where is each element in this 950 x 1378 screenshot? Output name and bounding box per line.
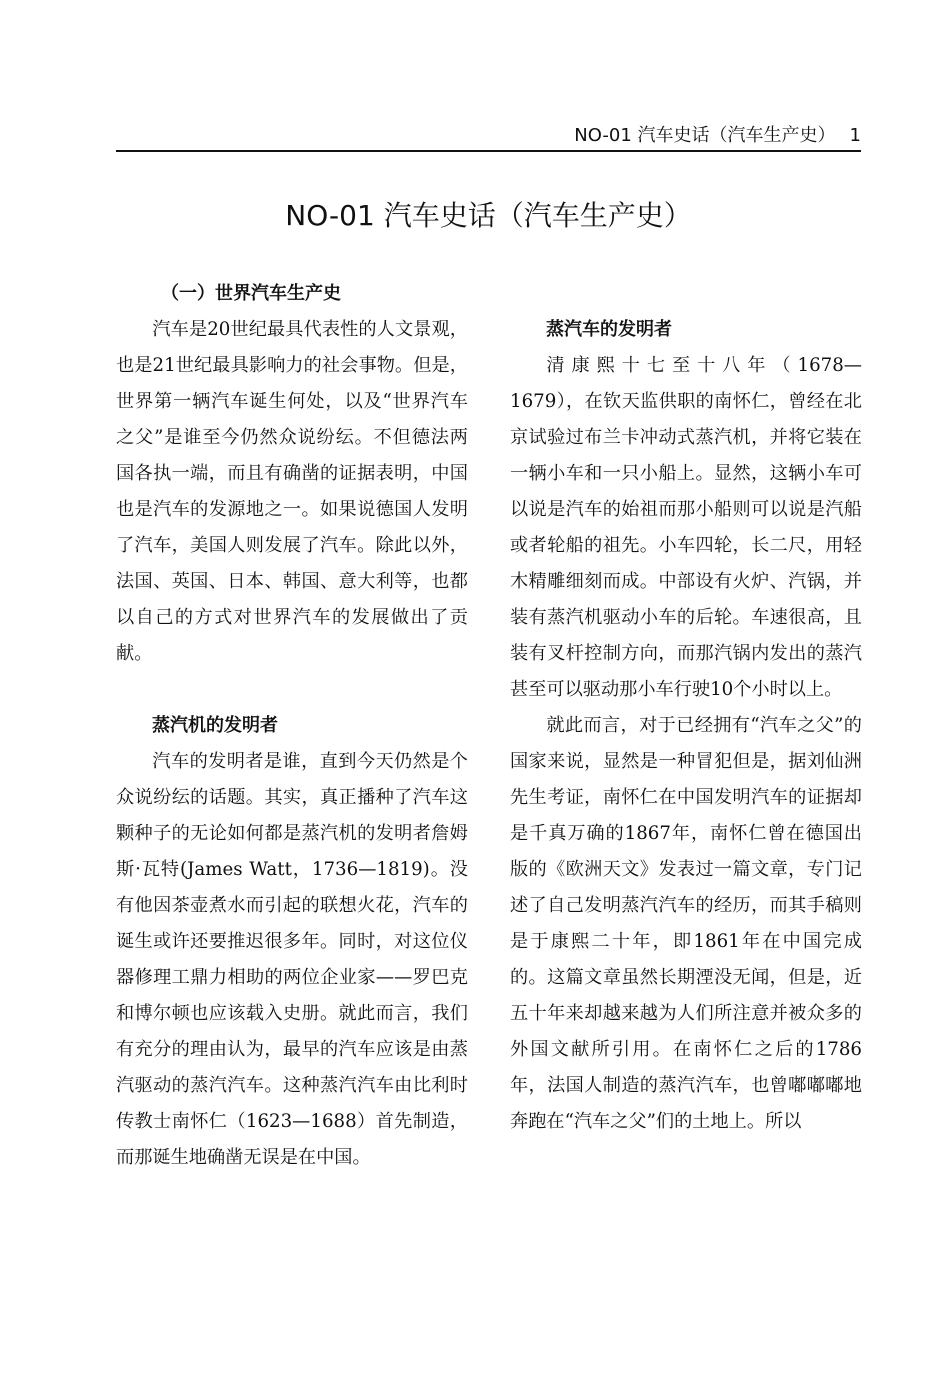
intro-paragraph: 汽车是20世纪最具代表性的人文景观，也是21世纪最具影响力的社会事物。但是，世界第一辆汽车诞生何处，以及“世界汽车之父”是谁至今仍然众说纷纭。不但德法两国各执一端，而且有确凿的证据表明，中国也是汽车的发源地之一。如果说德国人发明了汽车，美国人则发展了汽车。除此以外，法国、英国、日本、韩国、意大利等，也都以自己的方式对世界汽车的发展做出了贡献。 [116,319,468,664]
section-heading: （一）世界汽车生产史 [161,283,341,304]
right-column [510,276,862,1140]
steam-engine-paragraph: 汽车的发明者是谁，直到今天仍然是个众说纷纭的话题。其实，真正播种了汽车这颗种子的无论如何都是蒸汽机的发明者詹姆斯·瓦特(James Watt，1736—1819)。没有他因茶壶煮水而引起的联想火花，汽车的诞生或许还要推迟很多年。同时，对这位仪器修理工鼎力相助的两位企业家——罗巴克和博尔顿也应该载入史册。就此而言，我们有充分的理由认为，最早的汽车应该是由蒸汽驱动的蒸汽汽车。这种蒸汽汽车由比利时传教士南怀仁（1623—1688）首先制造，而那诞生地确凿无误是在中国。 [116,751,468,1168]
steam-car-paragraph-2: 就此而言，对于已经拥有“汽车之父”的国家来说，显然是一种冒犯但是，据刘仙洲先生考证，南怀仁在中国发明汽车的证据却是千真万确的1867年，南怀仁曾在德国出版的《欧洲天文》发表过一篇文章，专门记述了自己发明蒸汽汽车的经历，而其手稿则是于康熙二十年，即1861年在中国完成的。这篇文章虽然长期湮没无闻，但是，近五十年来却越来越为人们所注意并被众多的外国文献所引用。在南怀仁之后的1786年，法国人制造的蒸汽汽车，也曾嘟嘟嘟地奔跑在“汽车之父”们的土地上。所以 [510,715,862,1132]
steam-car-paragraph-1: 清康熙十七至十八年（1678—1679），在钦天监供职的南怀仁，曾经在北京试验过布兰卡冲动式蒸汽机，并将它装在一辆小车和一只小船上。显然，这辆小车可以说是汽车的始祖而那小船则可以说是汽船或者轮船的祖先。小车四轮，长二尺，用轻木精雕细刻而成。中部设有火炉、汽锅，并装有蒸汽机驱动小车的后轮。车速很高，且装有叉杆控制方向，而那汽锅内发出的蒸汽甚至可以驱动那小车行驶10个小时以上。 [510,355,862,700]
running-header-title: NO-01 汽车史话（汽车生产史） [574,125,836,146]
column-top-gap [510,276,862,312]
steam-car-inventor-heading: 蒸汽车的发明者 [546,319,672,340]
page-number: 1 [849,125,861,146]
paragraph-gap [116,672,468,708]
running-header [116,122,861,152]
document-title: NO-01 汽车史话（汽车生产史） [285,199,692,232]
steam-engine-inventor-heading: 蒸汽机的发明者 [152,715,278,736]
left-column [116,276,468,1176]
